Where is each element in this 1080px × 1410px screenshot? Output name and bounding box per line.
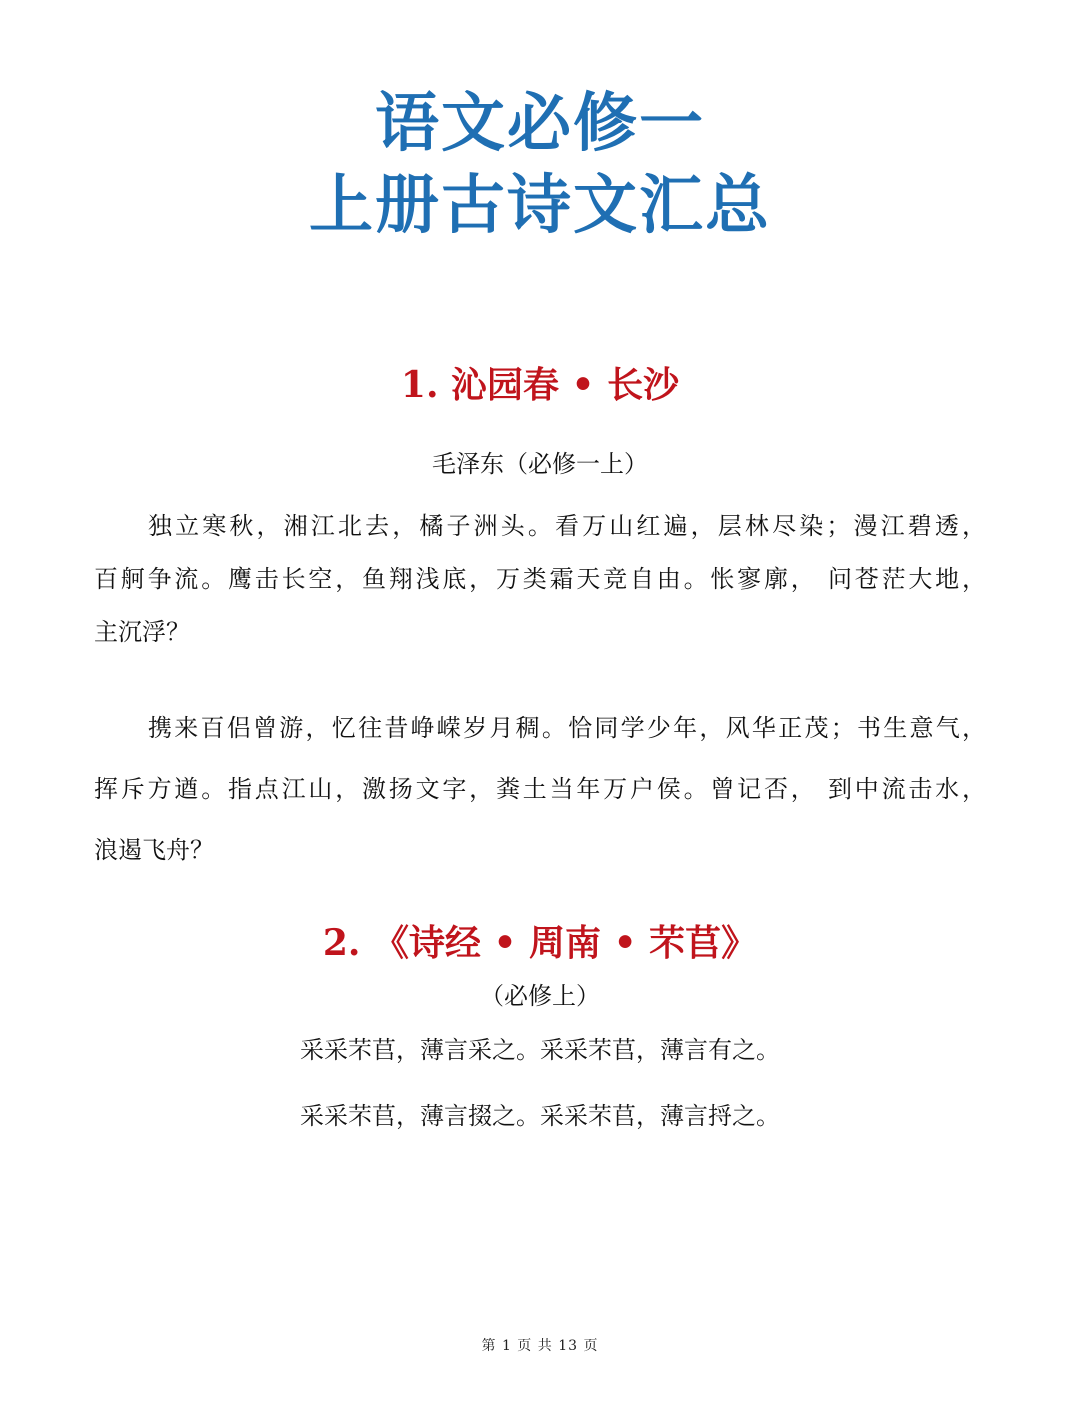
section-2-heading: 2. 《诗经 • 周南 • 芣苢》 [322,922,758,964]
page-number-footer: 第 1 页 共 13 页 [481,1338,599,1354]
main-title-line-2: 上册古诗文汇总 [309,169,771,243]
poem-line: 采采芣苢，薄言掇之。采采芣苢，薄言捋之。 [300,1102,780,1130]
paragraph-line: 独立寒秋，湘江北去，橘子洲头。看万山红遍，层林尽染；漫江碧透， [148,512,986,540]
section-1-author: 毛泽东（必修一上） [432,450,648,478]
section-1-paragraph-2 [94,698,986,881]
section-2-subtitle: （必修上） [480,982,600,1010]
main-title-line-1: 语文必修一 [375,87,705,161]
section-1-heading: 1. 沁园春 • 长沙 [400,364,680,406]
paragraph-line: 主沉浮？ [94,618,190,646]
paragraph-line: 浪遏飞舟？ [94,836,214,864]
paragraph-line: 百舸争流。鹰击长空，鱼翔浅底，万类霜天竞自由。怅寥廓， 问苍茫大地， [94,565,986,593]
section-1-paragraph-1 [94,500,986,659]
poem-line: 采采芣苢，薄言采之。采采芣苢，薄言有之。 [300,1036,780,1064]
paragraph-line: 携来百侣曾游，忆往昔峥嵘岁月稠。恰同学少年，风华正茂；书生意气， [148,714,986,742]
paragraph-line: 挥斥方遒。指点江山，激扬文字，粪土当年万户侯。曾记否， 到中流击水， [94,775,986,803]
